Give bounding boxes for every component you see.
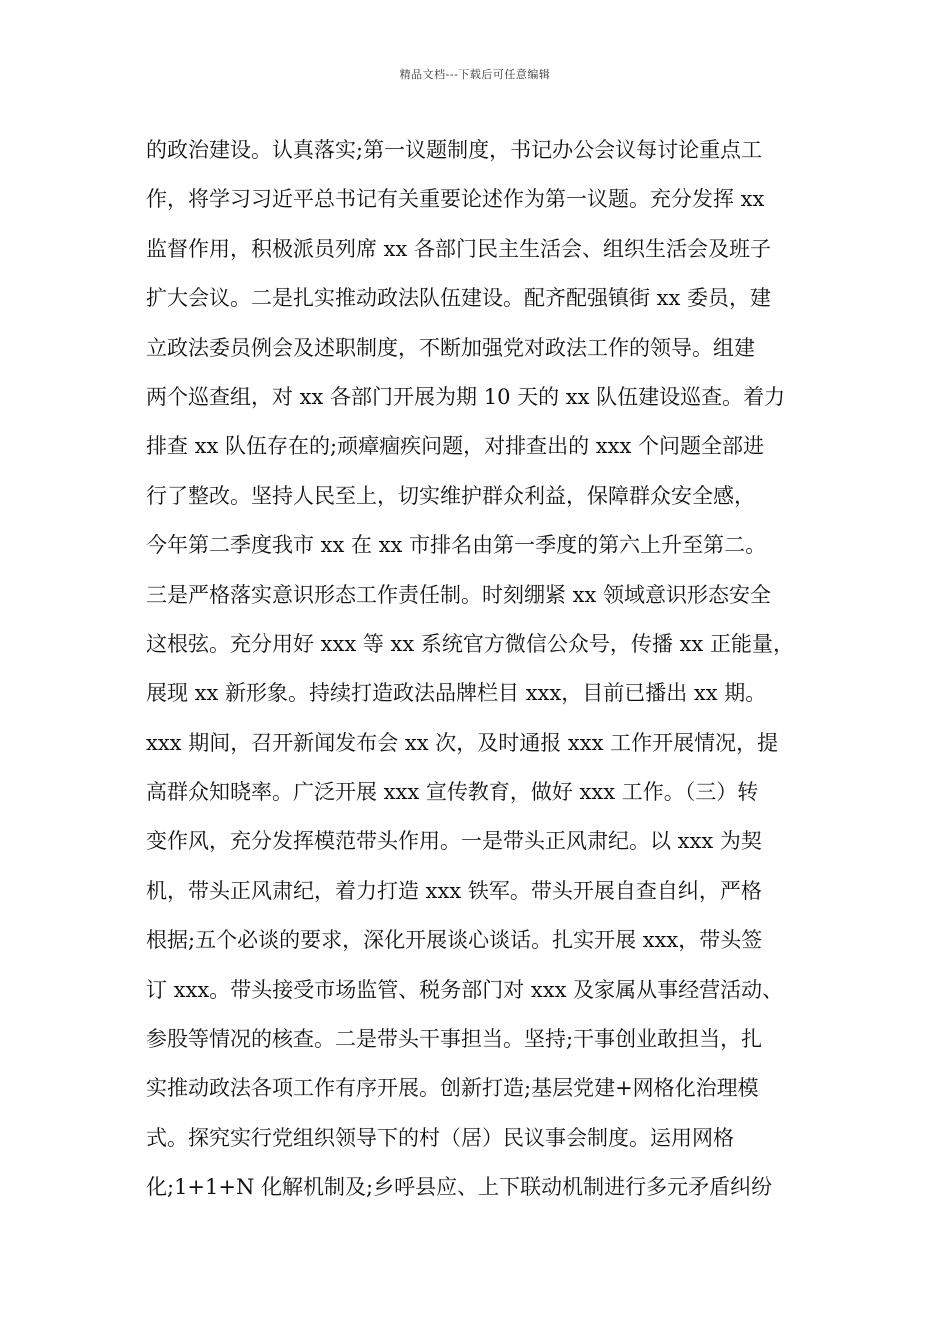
text-line: 今年第二季度我市 xx 在 xx 市排名由第一季度的第六上升至第二。 <box>146 533 767 558</box>
text-line: 实推动政法各项工作有序开展。创新打造;基层党建+网格化治理模 <box>146 1076 759 1101</box>
text-line: 排查 xx 队伍存在的;顽瘴痼疾问题，对排查出的 xxx 个问题全部进 <box>146 434 764 459</box>
text-line: 高群众知晓率。广泛开展 xxx 宣传教育，做好 xxx 工作。（三）转 <box>146 780 759 805</box>
body-text <box>146 126 826 1213</box>
text-line: 变作风，充分发挥模范带头作用。一是带头正风肃纪。以 xxx 为契 <box>146 829 762 854</box>
text-line: 行了整改。坚持人民至上，切实维护群众利益，保障群众安全感， <box>146 483 755 508</box>
text-line: 根据;五个必谈的要求，深化开展谈心谈话。扎实开展 xxx，带头签 <box>146 928 763 953</box>
text-line: 机，带头正风肃纪，着力打造 xxx 铁军。带头开展自查自纠，严格 <box>146 878 762 903</box>
text-line: 三是严格落实意识形态工作责任制。时刻绷紧 xx 领域意识形态安全 <box>146 582 772 607</box>
text-line: 式。探究实行党组织领导下的村（居）民议事会制度。运用网格 <box>146 1125 734 1150</box>
text-line: 展现 xx 新形象。持续打造政法品牌栏目 xxx，目前已播出 xx 期。 <box>146 681 767 706</box>
text-line: 化;1+1+N 化解机制及;乡呼县应、上下联动机制进行多元矛盾纠纷 <box>146 1175 773 1200</box>
text-line: 监督作用，积极派员列席 xx 各部门民主生活会、组织生活会及班子 <box>146 236 772 261</box>
text-line: 扩大会议。二是扎实推动政法队伍建设。配齐配强镇街 xx 委员，建 <box>146 286 772 311</box>
text-line: 这根弦。充分用好 xxx 等 xx 系统官方微信公众号，传播 xx 正能量， <box>146 631 794 656</box>
text-line: 立政法委员例会及述职制度，不断加强党对政法工作的领导。组建 <box>146 335 755 360</box>
text-line: 订 xxx。带头接受市场监管、税务部门对 xxx 及家属从事经营活动、 <box>146 977 784 1002</box>
text-line: 两个巡查组，对 xx 各部门开展为期 10 天的 xx 队伍建设巡查。着力 <box>146 384 786 409</box>
text-line: 作，将学习习近平总书记有关重要论述作为第一议题。充分发挥 xx <box>146 187 765 212</box>
page-header: 精品文档---下载后可任意编辑 <box>399 68 551 81</box>
text-line: 的政治建设。认真落实;第一议题制度，书记办公会议每讨论重点工 <box>146 138 763 162</box>
text-line: xxx 期间，召开新闻发布会 xx 次，及时通报 xxx 工作开展情况，提 <box>146 730 779 755</box>
text-line: 参股等情况的核查。二是带头干事担当。坚持;干事创业敢担当，扎 <box>146 1027 763 1052</box>
